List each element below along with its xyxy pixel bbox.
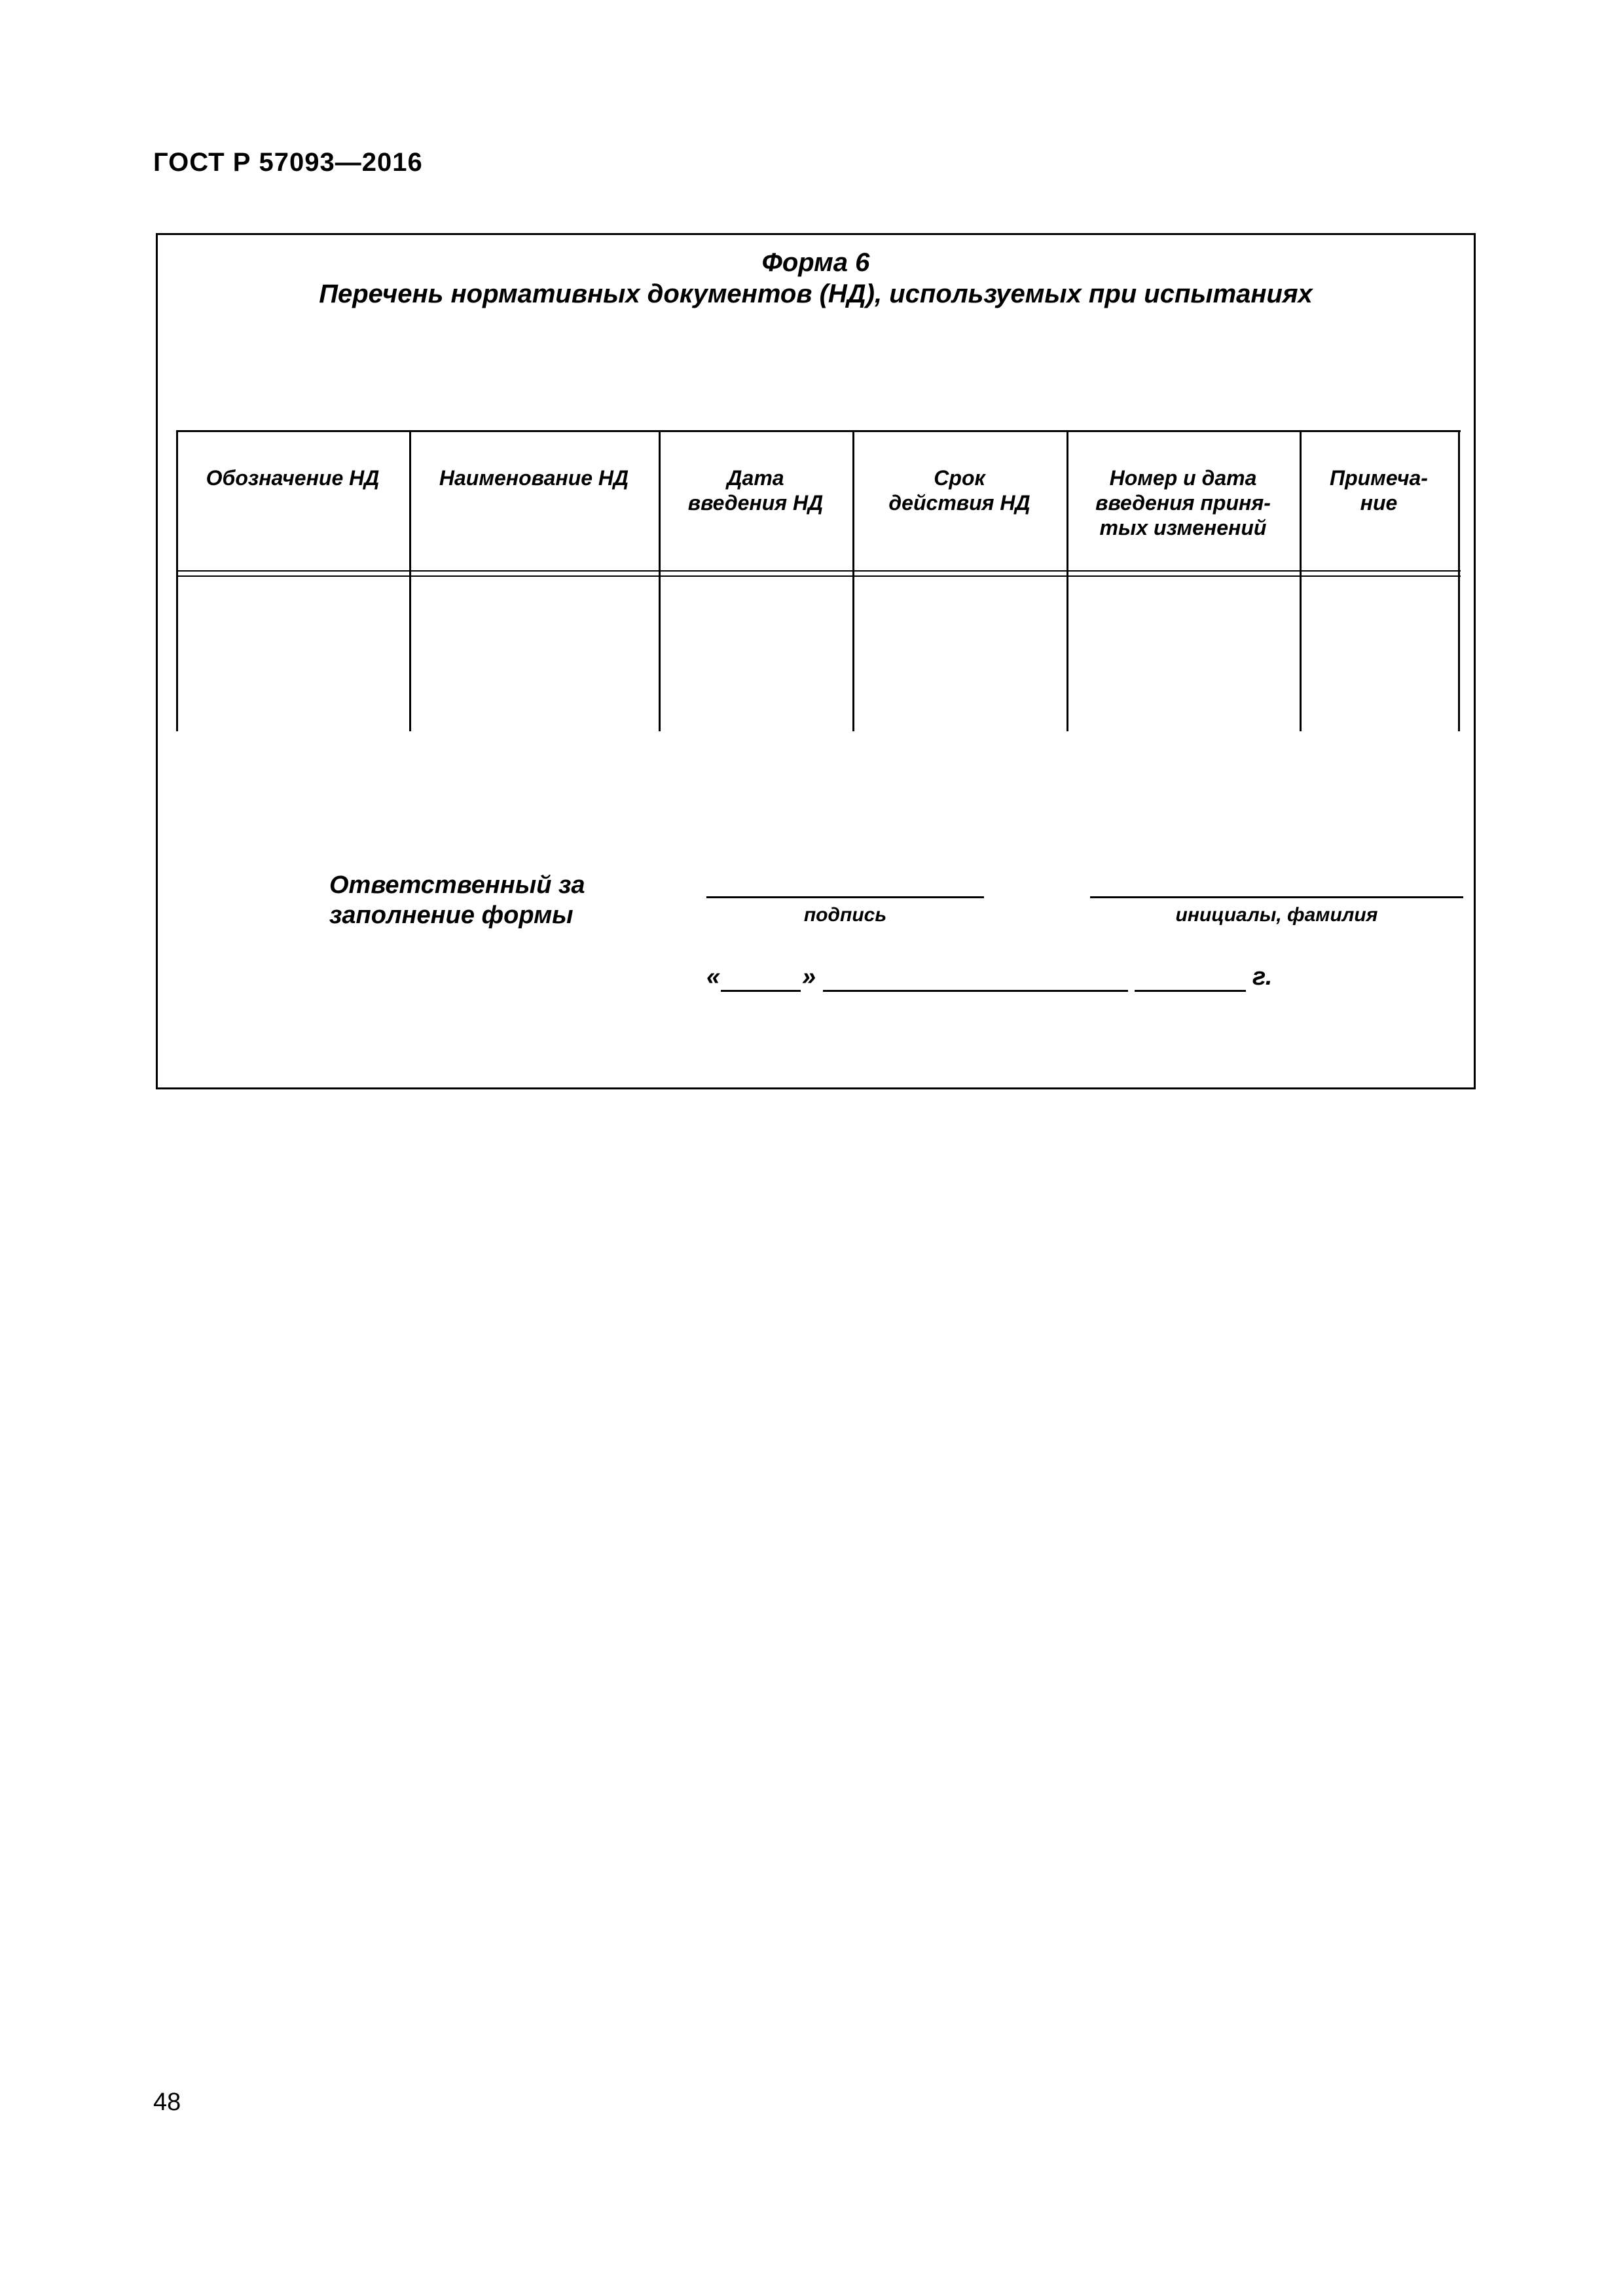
- column-header-effective-date: Дата введения НД: [687, 466, 824, 515]
- responsible-person-label: Ответственный за заполнение формы: [329, 871, 585, 929]
- date-month-line[interactable]: [823, 990, 1128, 992]
- column-header-notes: Примеча- ние: [1330, 466, 1428, 515]
- date-close-quote: »: [802, 963, 816, 991]
- column-header-name: Наименование НД: [439, 466, 629, 490]
- signature-caption: подпись: [803, 904, 887, 926]
- column-header-amendments: Номер и дата введения приня- тых изменений: [1095, 466, 1271, 539]
- name-line[interactable]: [1090, 896, 1463, 898]
- date-open-quote: «: [706, 963, 721, 991]
- document-code: ГОСТ Р 57093—2016: [153, 148, 423, 177]
- column-divider: [1458, 430, 1460, 731]
- documents-table: [176, 430, 1461, 731]
- column-header-designation: Обозначение НД: [206, 466, 380, 490]
- date-year-line[interactable]: [1135, 990, 1246, 992]
- column-header-validity-period: Срок действия НД: [888, 466, 1030, 515]
- signature-line[interactable]: [706, 896, 984, 898]
- header-separator: [176, 570, 1461, 572]
- page-number: 48: [153, 2088, 181, 2116]
- year-suffix: г.: [1252, 963, 1273, 991]
- date-day-line[interactable]: [721, 990, 801, 992]
- form-frame: [156, 233, 1476, 1089]
- form-subtitle: Перечень нормативных документов (НД), используемых при испытаниях: [319, 280, 1313, 308]
- name-caption: инициалы, фамилия: [1175, 904, 1378, 926]
- form-title: Форма 6: [761, 248, 870, 277]
- header-separator: [176, 575, 1461, 577]
- table-top-border: [176, 430, 1461, 432]
